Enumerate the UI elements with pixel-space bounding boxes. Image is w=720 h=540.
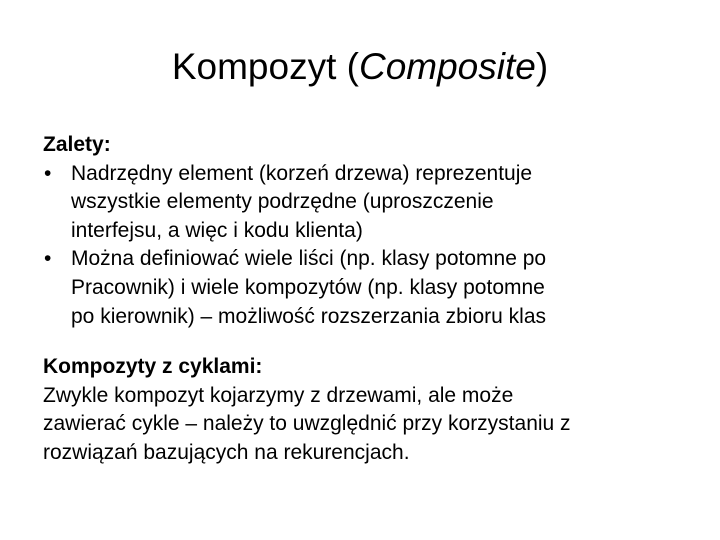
bullet-icon: • (44, 247, 52, 271)
advantages-heading: Zalety: (43, 133, 111, 156)
slide-title (0, 42, 720, 92)
list-item (43, 160, 693, 246)
section-spacer (43, 331, 693, 353)
slide-content (43, 131, 693, 468)
paragraph-line: zawierać cykle – należy to uwzględnić przy korzystaniu z (43, 412, 571, 436)
list-item-line: wszystkie elementy podrzędne (uproszczenie (71, 190, 494, 214)
advantages-list (43, 160, 693, 332)
cycles-heading: Kompozyty z cyklami: (43, 355, 263, 379)
list-item-line: interfejsu, a więc i kodu klienta) (71, 218, 363, 242)
paragraph-line: rozwiązań bazujących na rekurencjach. (43, 440, 410, 464)
title-italic: Composite (358, 46, 536, 87)
paragraph-line: Zwykle kompozyt kojarzymy z drzewami, ale może (43, 383, 514, 407)
list-item-line: po kierownik) – możliwość rozszerzania zbioru klas (71, 304, 547, 328)
title-prefix: Kompozyt ( (171, 46, 359, 87)
list-item-line: Można definiować wiele liści (np. klasy potomne po (71, 247, 547, 271)
title-suffix: ) (535, 46, 549, 87)
list-item-line: Nadrzędny element (korzeń drzewa) reprezentuje (71, 161, 533, 185)
cycles-paragraph (43, 382, 693, 468)
list-item (43, 245, 693, 331)
bullet-icon: • (44, 161, 52, 185)
list-item-line: Pracownik) i wiele kompozytów (np. klasy potomne (71, 275, 545, 299)
